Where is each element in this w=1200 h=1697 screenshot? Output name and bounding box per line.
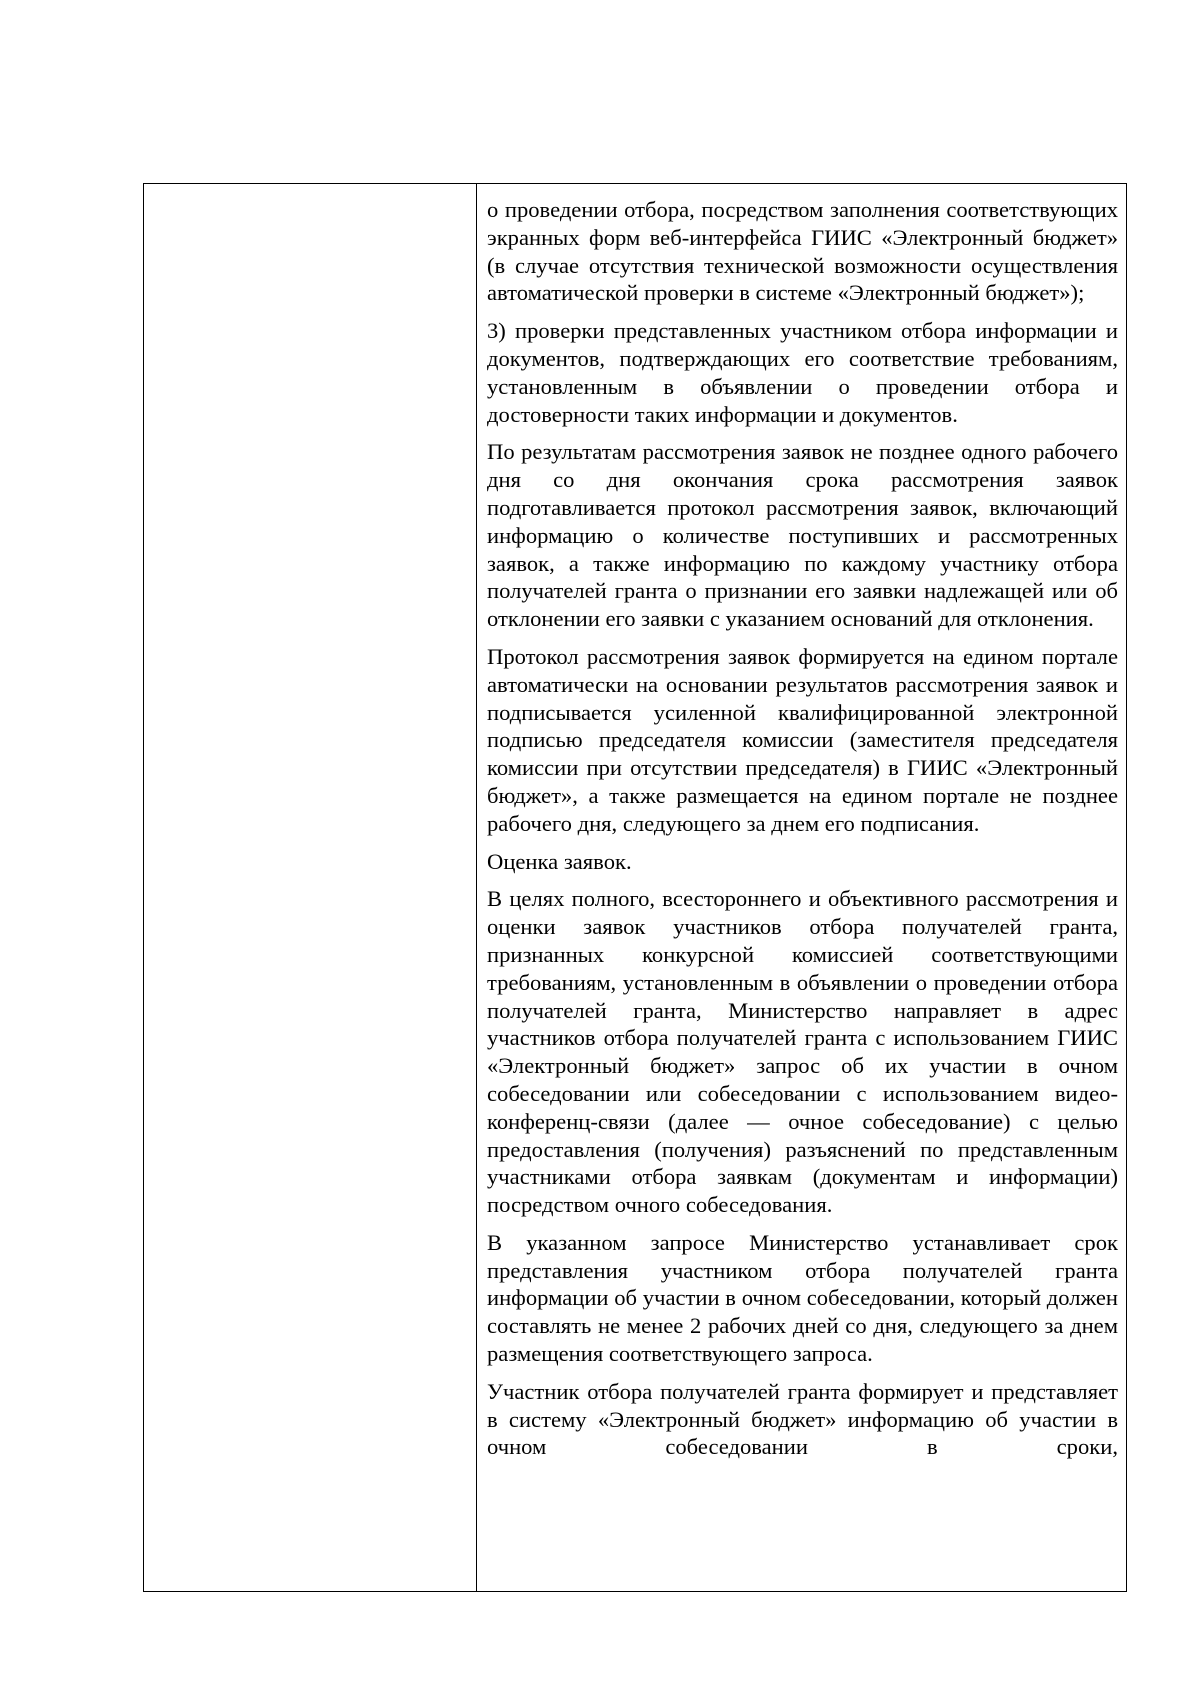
paragraph-7: В указанном запросе Министерство устанавливает срок представления участником отбора получателей гранта информации об участии в очном собеседовании, который должен составлять не менее 2 рабочих дней со дня, следующего за днем размещения соответствующего запроса. xyxy=(487,1229,1118,1367)
table-row xyxy=(144,184,1127,1592)
right-column-cell xyxy=(477,184,1127,1592)
paragraph-5: Оценка заявок. xyxy=(487,848,632,874)
paragraph-8: Участник отбора получателей гранта формирует и представляет в систему «Электронный бюджет» информацию об участии в очном собеседовании в сроки, xyxy=(487,1378,1118,1460)
left-column-cell xyxy=(144,184,477,1592)
paragraph-6: В целях полного, всестороннего и объективного рассмотрения и оценки заявок участников отбора получателей гранта, признанных конкурсной комиссией соответствующими требованиям, установленным в объявлении о проведении отбора получателей гранта, Министерство направляет в адрес участников отбора получателей гранта с использованием ГИИС «Электронный бюджет» запрос об их участии в очном собеседовании или собеседовании с использованием видео-конференц-связи (далее — очное собеседование) с целью предоставления (получения) разъяснений по представленным участниками отбора заявкам (документам и информации) посредством очного собеседования. xyxy=(487,886,1118,1218)
document-table xyxy=(143,183,1127,1592)
paragraph-2: 3) проверки представленных участником отбора информации и документов, подтверждающих его соответствие требованиям, установленным в объявлении о проведении отбора и достоверности таких информации и документов. xyxy=(487,318,1118,427)
paragraph-3: По результатам рассмотрения заявок не позднее одного рабочего дня со дня окончания срока рассмотрения заявок подготавливается протокол рассмотрения заявок, включающий информацию о количестве поступивших и рассмотренных заявок, а также информацию по каждому участнику отбора получателей гранта о признании его заявки надлежащей или об отклонении его заявки с указанием оснований для отклонения. xyxy=(487,439,1118,632)
paragraph-4: Протокол рассмотрения заявок формируется на едином портале автоматически на основании результатов рассмотрения заявок и подписывается усиленной квалифицированной электронной подписью председателя комиссии (заместителя председателя комиссии при отсутствии председателя) в ГИИС «Электронный бюджет», а также размещается на едином портале не позднее рабочего дня, следующего за днем его подписания. xyxy=(487,643,1118,836)
paragraph-1: о проведении отбора, посредством заполнения соответствующих экранных форм веб-интерфейса ГИИС «Электронный бюджет» (в случае отсутствия технической возможности осуществления автоматической проверки в системе «Электронный бюджет»); xyxy=(487,197,1118,306)
